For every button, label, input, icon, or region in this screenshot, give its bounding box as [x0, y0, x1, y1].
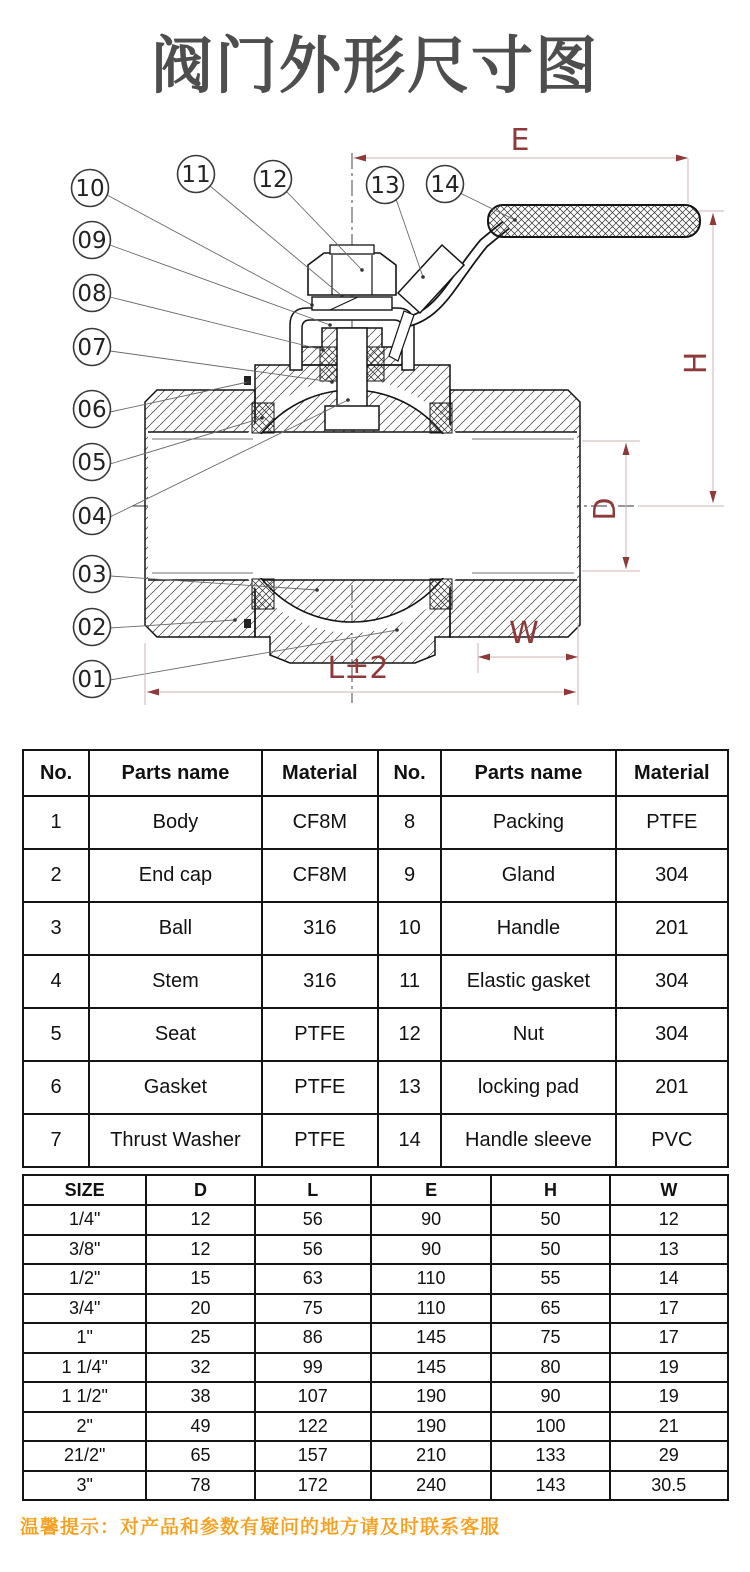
size-table-header-cell: L [255, 1175, 371, 1205]
callout-05: 05 [77, 450, 107, 476]
size-table-cell: 157 [255, 1441, 371, 1471]
size-table-cell: 1/4" [23, 1205, 146, 1235]
size-table-cell: 21/2" [23, 1441, 146, 1471]
parts-table-cell: Body [89, 796, 261, 849]
parts-table-cell: 11 [378, 955, 441, 1008]
bore [148, 432, 577, 580]
callout-10: 10 [75, 176, 105, 202]
parts-table-cell: Gasket [89, 1061, 261, 1114]
parts-table-cell: CF8M [262, 849, 378, 902]
size-table-cell: 21 [610, 1412, 728, 1442]
parts-table-cell: 9 [378, 849, 441, 902]
size-table-cell: 75 [255, 1294, 371, 1324]
size-table-cell: 99 [255, 1353, 371, 1383]
dim-label-L: L±2 [327, 651, 389, 686]
size-table-cell: 3/8" [23, 1235, 146, 1265]
parts-table-cell: 13 [378, 1061, 441, 1114]
parts-table-cell: Handle [441, 902, 615, 955]
parts-table-cell: 7 [23, 1114, 89, 1167]
size-table-header-cell: W [610, 1175, 728, 1205]
page-title: 阀门外形尺寸图 [150, 29, 599, 102]
size-table-cell: 38 [146, 1382, 254, 1412]
parts-table-cell: 304 [616, 955, 728, 1008]
size-table-cell: 90 [491, 1382, 609, 1412]
parts-table-cell: Nut [441, 1008, 615, 1061]
parts-table-cell: 3 [23, 902, 89, 955]
callout-07: 07 [77, 335, 107, 361]
size-table-cell: 3/4" [23, 1294, 146, 1324]
callout-01: 01 [77, 667, 107, 693]
parts-table-cell: locking pad [441, 1061, 615, 1114]
size-table-cell: 110 [371, 1264, 491, 1294]
size-table-cell: 3" [23, 1471, 146, 1501]
stem-tip [330, 245, 374, 254]
footer-note: 温馨提示：对产品和参数有疑问的地方请及时联系客服 [20, 1516, 501, 1538]
size-table-cell: 30.5 [610, 1471, 728, 1501]
dim-label-D: D [588, 497, 623, 521]
size-table-row [23, 1382, 728, 1412]
parts-table-row [23, 955, 728, 1008]
size-table-cell: 75 [491, 1323, 609, 1353]
callout-13: 13 [370, 173, 400, 199]
elastic-gasket [312, 297, 392, 310]
parts-table-cell: PTFE [262, 1114, 378, 1167]
parts-table-cell: Gland [441, 849, 615, 902]
size-table-cell: 78 [146, 1471, 254, 1501]
parts-table-cell: 14 [378, 1114, 441, 1167]
parts-table-cell: 6 [23, 1061, 89, 1114]
callout-11: 11 [181, 162, 211, 188]
size-table-cell: 90 [371, 1205, 491, 1235]
size-table-cell: 12 [146, 1205, 254, 1235]
size-table-cell: 65 [491, 1294, 609, 1324]
parts-table-row [23, 796, 728, 849]
size-table-cell: 1 1/4" [23, 1353, 146, 1383]
gasket-mark-bottom [244, 619, 251, 628]
valve-diagram [0, 125, 750, 725]
parts-table-cell: 10 [378, 902, 441, 955]
size-table-cell: 55 [491, 1264, 609, 1294]
size-table-cell: 65 [146, 1441, 254, 1471]
parts-table-cell: Elastic gasket [441, 955, 615, 1008]
parts-table-cell: PTFE [262, 1008, 378, 1061]
parts-table-cell: Thrust Washer [89, 1114, 261, 1167]
parts-table-row [23, 902, 728, 955]
size-table-cell: 100 [491, 1412, 609, 1442]
parts-table-cell: PVC [616, 1114, 728, 1167]
size-table [22, 1174, 729, 1501]
size-table-cell: 107 [255, 1382, 371, 1412]
parts-table [22, 749, 729, 1168]
size-table-row [23, 1235, 728, 1265]
size-table-cell: 190 [371, 1382, 491, 1412]
parts-table-header-cell: No. [378, 750, 441, 796]
size-table-cell: 210 [371, 1441, 491, 1471]
size-table-row [23, 1205, 728, 1235]
size-table-cell: 12 [146, 1235, 254, 1265]
size-table-header-cell: SIZE [23, 1175, 146, 1205]
size-table-cell: 143 [491, 1471, 609, 1501]
size-table-cell: 25 [146, 1323, 254, 1353]
size-table-cell: 50 [491, 1205, 609, 1235]
parts-table-cell: Seat [89, 1008, 261, 1061]
parts-table-cell: 316 [262, 955, 378, 1008]
size-table-cell: 56 [255, 1235, 371, 1265]
parts-table-row [23, 849, 728, 902]
size-table-cell: 1" [23, 1323, 146, 1353]
parts-table-cell: Handle sleeve [441, 1114, 615, 1167]
parts-table-row [23, 1061, 728, 1114]
size-table-cell: 17 [610, 1323, 728, 1353]
size-table-cell: 63 [255, 1264, 371, 1294]
parts-table-cell: 5 [23, 1008, 89, 1061]
size-table-cell: 133 [491, 1441, 609, 1471]
size-table-cell: 2" [23, 1412, 146, 1442]
parts-table-cell: 304 [616, 1008, 728, 1061]
size-table-cell: 32 [146, 1353, 254, 1383]
parts-table-header-cell: Parts name [441, 750, 615, 796]
stem-flange [325, 406, 379, 430]
size-table-cell: 172 [255, 1471, 371, 1501]
size-table-cell: 122 [255, 1412, 371, 1442]
size-table-header-cell: D [146, 1175, 254, 1205]
size-table-cell: 80 [491, 1353, 609, 1383]
parts-table-cell: 316 [262, 902, 378, 955]
size-table-header-cell: H [491, 1175, 609, 1205]
parts-table-header-cell: Material [616, 750, 728, 796]
size-table-row [23, 1412, 728, 1442]
size-table-row [23, 1323, 728, 1353]
callout-12: 12 [258, 167, 288, 193]
parts-table-cell: Stem [89, 955, 261, 1008]
parts-table-row [23, 1114, 728, 1167]
parts-table-cell: 8 [378, 796, 441, 849]
parts-table-cell: Ball [89, 902, 261, 955]
dim-label-W: W [509, 616, 539, 651]
size-table-cell: 17 [610, 1294, 728, 1324]
parts-table-cell: PTFE [262, 1061, 378, 1114]
parts-table-cell: 201 [616, 902, 728, 955]
size-table-cell: 110 [371, 1294, 491, 1324]
size-table-cell: 49 [146, 1412, 254, 1442]
callout-06: 06 [77, 397, 107, 423]
size-table-cell: 19 [610, 1382, 728, 1412]
dim-label-E: E [510, 125, 530, 158]
parts-table-cell: 2 [23, 849, 89, 902]
size-table-cell: 86 [255, 1323, 371, 1353]
parts-table-header-row [23, 750, 728, 796]
size-table-cell: 19 [610, 1353, 728, 1383]
size-table-cell: 56 [255, 1205, 371, 1235]
parts-table-cell: Packing [441, 796, 615, 849]
parts-table-header-cell: No. [23, 750, 89, 796]
parts-table-header-cell: Parts name [89, 750, 261, 796]
size-table-header-row [23, 1175, 728, 1205]
size-table-row [23, 1471, 728, 1501]
parts-table-cell: 304 [616, 849, 728, 902]
size-table-cell: 50 [491, 1235, 609, 1265]
size-table-cell: 1 1/2" [23, 1382, 146, 1412]
dim-label-H: H [679, 351, 714, 375]
parts-table-cell: End cap [89, 849, 261, 902]
parts-table-cell: 1 [23, 796, 89, 849]
callout-09: 09 [77, 228, 107, 254]
size-table-cell: 240 [371, 1471, 491, 1501]
stem [337, 328, 367, 408]
parts-table-cell: 4 [23, 955, 89, 1008]
callout-14: 14 [430, 172, 460, 198]
size-table-header-cell: E [371, 1175, 491, 1205]
size-table-row [23, 1294, 728, 1324]
size-table-cell: 145 [371, 1353, 491, 1383]
size-table-cell: 15 [146, 1264, 254, 1294]
size-table-cell: 1/2" [23, 1264, 146, 1294]
size-table-cell: 12 [610, 1205, 728, 1235]
size-table-row [23, 1441, 728, 1471]
parts-table-cell: PTFE [616, 796, 728, 849]
size-table-cell: 29 [610, 1441, 728, 1471]
parts-table-cell: 201 [616, 1061, 728, 1114]
parts-table-header-cell: Material [262, 750, 378, 796]
callout-03: 03 [77, 562, 107, 588]
size-table-cell: 90 [371, 1235, 491, 1265]
callout-08: 08 [77, 281, 107, 307]
size-table-cell: 14 [610, 1264, 728, 1294]
callout-02: 02 [77, 615, 107, 641]
parts-table-row [23, 1008, 728, 1061]
size-table-row [23, 1353, 728, 1383]
parts-table-cell: CF8M [262, 796, 378, 849]
size-table-cell: 13 [610, 1235, 728, 1265]
size-table-row [23, 1264, 728, 1294]
size-table-cell: 145 [371, 1323, 491, 1353]
parts-table-cell: 12 [378, 1008, 441, 1061]
callout-04: 04 [77, 504, 107, 530]
handle-sleeve [488, 205, 700, 237]
size-table-cell: 20 [146, 1294, 254, 1324]
size-table-cell: 190 [371, 1412, 491, 1442]
